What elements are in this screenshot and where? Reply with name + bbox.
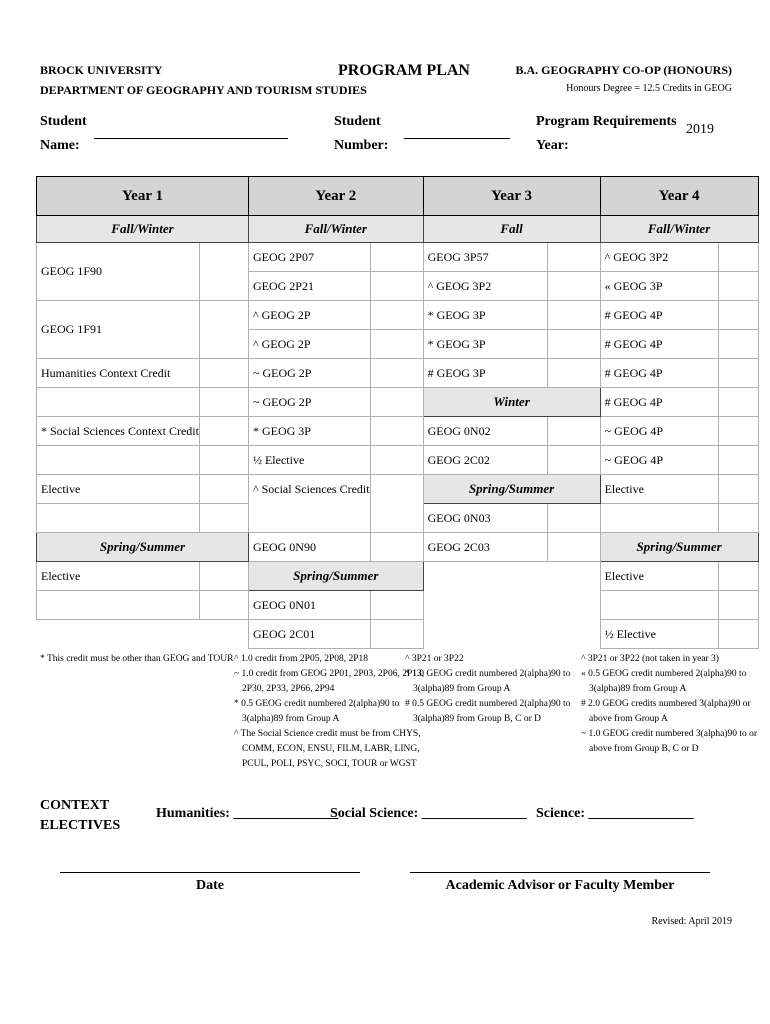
year4-grade-cell[interactable] <box>718 243 758 272</box>
student-number-label-1: Student <box>334 114 381 129</box>
year4-course-cell[interactable]: # GEOG 4P <box>600 330 718 359</box>
date-label: Date <box>196 878 224 893</box>
science-field[interactable]: Science: _______________ <box>536 806 694 821</box>
year-2-term-spring-summer: Spring/Summer <box>248 562 423 591</box>
university-name: BROCK UNIVERSITY <box>40 63 163 77</box>
program-requirements-year-label: Year: <box>536 138 569 153</box>
note-line: # 0.5 GEOG credit numbered 2(alpha)90 to <box>405 699 571 709</box>
year1-grade-cell[interactable] <box>199 359 248 388</box>
year1-course-cell[interactable]: GEOG 1F91 <box>37 301 200 359</box>
year3-grade-cell[interactable] <box>547 301 600 330</box>
year2-grade-cell[interactable] <box>370 475 423 533</box>
year2-grade-cell[interactable] <box>370 388 423 417</box>
note-line: ^ 3P21 or 3P22 (not taken in year 3) <box>581 654 719 664</box>
page-title: PROGRAM PLAN <box>338 62 470 79</box>
year2-course-cell[interactable]: GEOG 0N90 <box>248 533 370 562</box>
year4-grade-cell[interactable] <box>718 272 758 301</box>
year4-course-cell[interactable]: ~ GEOG 4P <box>600 446 718 475</box>
year-4-term-fall-winter: Fall/Winter <box>600 216 758 243</box>
year2-course-cell[interactable]: ^ Social Sciences Credit <box>248 475 370 533</box>
year4-grade-cell[interactable] <box>718 417 758 446</box>
student-name-label-2: Name: <box>40 138 80 153</box>
year2-course-cell[interactable]: ~ GEOG 2P <box>248 388 370 417</box>
year-3-header: Year 3 <box>423 177 600 216</box>
year1-course-cell[interactable]: Elective <box>37 475 200 504</box>
year2-grade-cell[interactable] <box>370 301 423 330</box>
notes-year-1 <box>40 652 233 667</box>
year4-course-cell[interactable]: # GEOG 4P <box>600 359 718 388</box>
program-name: B.A. GEOGRAPHY CO-OP (HONOURS) <box>515 63 732 77</box>
student-name-label-1: Student <box>40 114 87 129</box>
year2-grade-cell[interactable] <box>370 591 423 620</box>
year1-course-cell[interactable]: * Social Sciences Context Credit <box>37 417 200 446</box>
year4-grade-cell[interactable] <box>718 562 758 591</box>
year-1-header: Year 1 <box>37 177 249 216</box>
year3-grade-cell[interactable] <box>547 272 600 301</box>
year-2-term-fall-winter: Fall/Winter <box>248 216 423 243</box>
notes-year-2 <box>234 652 424 772</box>
year2-grade-cell[interactable] <box>370 359 423 388</box>
year2-grade-cell[interactable] <box>370 272 423 301</box>
year4-grade-cell[interactable] <box>718 359 758 388</box>
year4-course-cell[interactable]: # GEOG 4P <box>600 301 718 330</box>
year1-course-cell[interactable] <box>37 591 200 620</box>
note-line: 2P30, 2P33, 2P66, 2P94 <box>242 684 335 694</box>
context-electives-label <box>40 796 120 836</box>
year1-grade-cell[interactable] <box>199 504 248 533</box>
note-line: above from Group A <box>589 714 668 724</box>
year2-grade-cell[interactable] <box>370 533 423 562</box>
year3-empty-area <box>423 562 600 649</box>
year1-grade-cell[interactable] <box>199 446 248 475</box>
year-1-term-fall-winter: Fall/Winter <box>37 216 249 243</box>
department-name: DEPARTMENT OF GEOGRAPHY AND TOURISM STUDIES <box>40 83 367 97</box>
student-number-field[interactable] <box>404 138 510 139</box>
context-label-line-1: CONTEXT <box>40 798 110 813</box>
year4-grade-cell[interactable] <box>718 620 758 649</box>
year2-course-cell[interactable]: GEOG 2P07 <box>248 243 370 272</box>
year4-course-cell[interactable]: ½ Elective <box>600 620 718 649</box>
year4-grade-cell[interactable] <box>718 591 758 620</box>
year1-course-cell[interactable] <box>37 446 200 475</box>
year-3-term-fall: Fall <box>423 216 600 243</box>
year1-grade-cell[interactable] <box>199 417 248 446</box>
program-requirements-year: 2019 <box>686 122 714 137</box>
note-line: 3(alpha)89 from Group A <box>242 714 340 724</box>
year2-course-cell[interactable]: ~ GEOG 2P <box>248 359 370 388</box>
note-line: above from Group B, C or D <box>589 744 699 754</box>
year2-grade-cell[interactable] <box>370 620 423 649</box>
note-line: # 2.0 GEOG credits numbered 3(alpha)90 or <box>581 699 751 709</box>
note-line: PCUL, POLI, PSYC, SOCI, TOUR or WGST <box>242 759 417 769</box>
student-number-label-2: Number: <box>334 138 389 153</box>
note-line: ^ The Social Science credit must be from CHYS, <box>234 729 421 739</box>
year2-course-cell[interactable]: * GEOG 3P <box>248 417 370 446</box>
degree-note: Honours Degree = 12.5 Credits in GEOG <box>566 83 732 94</box>
year1-grade-cell[interactable] <box>199 591 248 620</box>
year4-course-cell[interactable] <box>600 591 718 620</box>
year-4-term-spring-summer: Spring/Summer <box>600 533 758 562</box>
year1-grade-cell[interactable] <box>199 562 248 591</box>
year1-course-cell[interactable]: Humanities Context Credit <box>37 359 200 388</box>
year4-course-cell[interactable]: Elective <box>600 475 718 504</box>
year1-course-cell[interactable]: Elective <box>37 562 200 591</box>
note-line: ~ 1.0 credit from GEOG 2P01, 2P03, 2P06, 2P13, <box>234 669 425 679</box>
year3-grade-cell[interactable] <box>547 330 600 359</box>
year4-course-cell[interactable]: ~ GEOG 4P <box>600 417 718 446</box>
year3-course-cell[interactable]: GEOG 3P57 <box>423 243 547 272</box>
year2-course-cell[interactable]: ½ Elective <box>248 446 370 475</box>
year1-course-cell[interactable] <box>37 388 200 417</box>
year2-grade-cell[interactable] <box>370 330 423 359</box>
year1-course-cell[interactable]: GEOG 1F90 <box>37 243 200 301</box>
note-line: * 0.5 GEOG credit numbered 2(alpha)90 to <box>234 699 400 709</box>
student-name-field[interactable] <box>94 138 288 139</box>
note-line: * This credit must be other than GEOG and TOUR <box>40 654 234 664</box>
year3-course-cell[interactable]: # GEOG 3P <box>423 359 547 388</box>
year-4-header: Year 4 <box>600 177 758 216</box>
context-label-line-2: ELECTIVES <box>40 818 121 833</box>
year2-course-cell[interactable]: GEOG 2P21 <box>248 272 370 301</box>
year3-grade-cell[interactable] <box>547 417 600 446</box>
year2-course-cell[interactable]: GEOG 2C01 <box>248 620 370 649</box>
year3-grade-cell[interactable] <box>547 243 600 272</box>
social-science-field[interactable]: Social Science: _______________ <box>330 806 527 821</box>
note-line: ~ 1.0 GEOG credit numbered 3(alpha)90 to or <box>581 729 758 739</box>
year3-grade-cell[interactable] <box>547 446 600 475</box>
year4-course-cell[interactable]: # GEOG 4P <box>600 388 718 417</box>
year3-course-cell[interactable]: ^ GEOG 3P2 <box>423 272 547 301</box>
year3-course-cell[interactable]: GEOG 2C03 <box>423 533 547 562</box>
note-line: ^ 3P21 or 3P22 <box>405 654 464 664</box>
program-requirements-label: Program Requirements <box>536 114 677 129</box>
year3-grade-cell[interactable] <box>547 359 600 388</box>
year2-course-cell[interactable]: GEOG 0N01 <box>248 591 370 620</box>
year2-course-cell[interactable]: ^ GEOG 2P <box>248 301 370 330</box>
year2-grade-cell[interactable] <box>370 446 423 475</box>
note-line: ^ 1.0 credit from 2P05, 2P08, 2P18 <box>234 654 369 664</box>
revised-date: Revised: April 2019 <box>651 916 732 927</box>
year1-grade-cell[interactable] <box>199 475 248 504</box>
year1-grade-cell[interactable] <box>199 301 248 359</box>
year4-course-cell[interactable]: ^ GEOG 3P2 <box>600 243 718 272</box>
year4-course-cell[interactable]: Elective <box>600 562 718 591</box>
year1-grade-cell[interactable] <box>199 388 248 417</box>
date-signature-line[interactable] <box>60 872 360 873</box>
year-2-header: Year 2 <box>248 177 423 216</box>
year1-grade-cell[interactable] <box>199 243 248 301</box>
year4-grade-cell[interactable] <box>718 388 758 417</box>
note-line: 3(alpha)89 from Group B, C or D <box>413 714 541 724</box>
year2-grade-cell[interactable] <box>370 243 423 272</box>
advisor-signature-line[interactable] <box>410 872 710 873</box>
humanities-field[interactable]: Humanities: _______________ <box>156 806 339 821</box>
year4-grade-cell[interactable] <box>718 446 758 475</box>
note-line: 3(alpha)89 from Group A <box>589 684 687 694</box>
year-3-term-winter: Winter <box>423 388 600 417</box>
year4-grade-cell[interactable] <box>718 301 758 330</box>
year-1-term-spring-summer: Spring/Summer <box>37 533 249 562</box>
year4-course-cell[interactable]: « GEOG 3P <box>600 272 718 301</box>
note-line: * 1.0 GEOG credit numbered 2(alpha)90 to <box>405 669 571 679</box>
year-3-term-spring-summer: Spring/Summer <box>423 475 600 504</box>
year4-course-cell[interactable] <box>600 504 718 533</box>
year4-grade-cell[interactable] <box>718 504 758 533</box>
year3-grade-cell[interactable] <box>547 504 600 533</box>
notes-year-3 <box>405 652 570 727</box>
note-line: « 0.5 GEOG credit numbered 2(alpha)90 to <box>581 669 747 679</box>
year1-empty-area <box>37 620 249 649</box>
year3-course-cell[interactable]: * GEOG 3P <box>423 301 547 330</box>
year3-grade-cell[interactable] <box>547 533 600 562</box>
year2-course-cell[interactable]: ^ GEOG 2P <box>248 330 370 359</box>
year3-course-cell[interactable]: GEOG 0N02 <box>423 417 547 446</box>
year4-grade-cell[interactable] <box>718 475 758 504</box>
year1-course-cell[interactable] <box>37 504 200 533</box>
year3-course-cell[interactable]: GEOG 2C02 <box>423 446 547 475</box>
year3-course-cell[interactable]: GEOG 0N03 <box>423 504 547 533</box>
year4-grade-cell[interactable] <box>718 330 758 359</box>
program-plan-table <box>36 176 759 649</box>
year2-grade-cell[interactable] <box>370 417 423 446</box>
advisor-label: Academic Advisor or Faculty Member <box>445 878 675 893</box>
notes-year-4 <box>581 652 757 757</box>
note-line: COMM, ECON, ENSU, FILM, LABR, LING, <box>242 744 420 754</box>
year3-course-cell[interactable]: * GEOG 3P <box>423 330 547 359</box>
note-line: 3(alpha)89 from Group A <box>413 684 511 694</box>
